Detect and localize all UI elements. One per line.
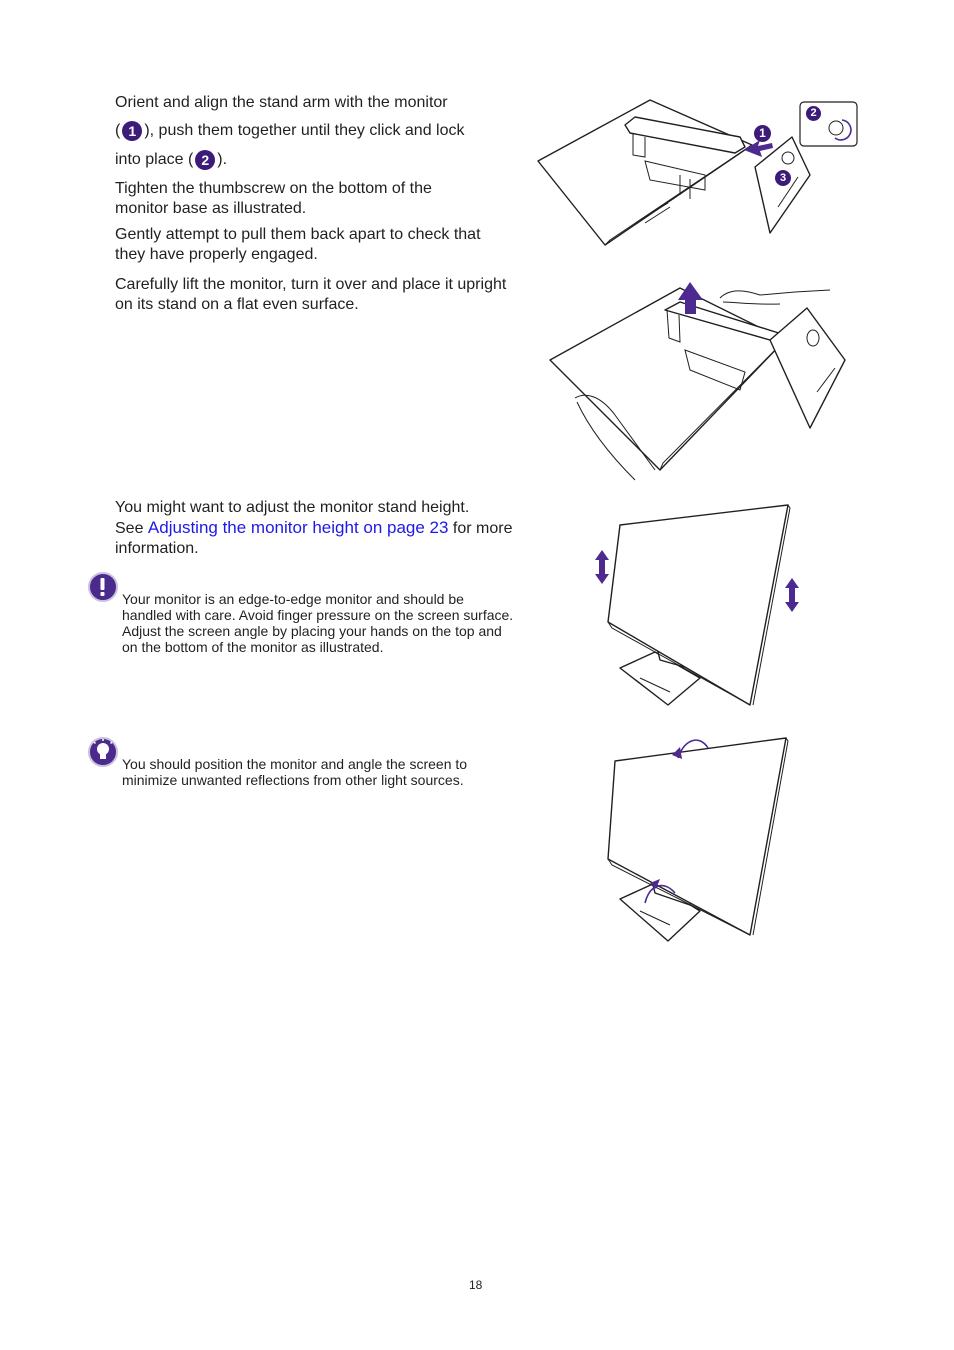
tip-note-text: You should position the monitor and angle the screen to minimize unwanted reflections from other light sources. <box>122 756 468 788</box>
lightbulb-icon <box>88 737 118 767</box>
step-pull: Gently attempt to pull them back apart to check that they have properly engaged. <box>115 226 481 263</box>
callout-1-badge: 1 <box>122 121 142 141</box>
callout-1-label: 1 <box>752 125 773 143</box>
figure-lift-monitor <box>545 280 855 485</box>
align-text-2: ), push them together until they click and lock <box>144 122 465 140</box>
step-tighten: Tighten the thumbscrew on the bottom of the monitor base as illustrated. <box>115 180 432 217</box>
figure-attach-stand <box>530 95 865 250</box>
step-align: Orient and align the stand arm with the monitor ( 1 ), push them together until they click and lock into place ( 2 ). <box>115 94 465 169</box>
callout-2-label: 2 <box>804 105 823 123</box>
figure-tilt-adjust <box>600 733 800 948</box>
caution-note-text: Your monitor is an edge-to-edge monitor and should be handled with care. Avoid finger pressure on the screen surface. Adjust the screen angle by placing your hands on the top and on the bottom of the monitor as illustrated. <box>122 591 514 655</box>
page-number: 18 <box>469 1278 483 1292</box>
callout-3-label: 3 <box>773 169 793 187</box>
figure-height-adjust <box>590 500 810 715</box>
step-lift: Carefully lift the monitor, turn it over and place it upright on its stand on a flat even surface. <box>115 276 507 313</box>
step-height: You might want to adjust the monitor stand height. See Adjusting the monitor height on page 23 for more information. <box>115 499 513 557</box>
height-link[interactable]: Adjusting the monitor height on page 23 <box>147 518 449 537</box>
callout-2-badge: 2 <box>195 150 215 170</box>
exclamation-icon <box>88 572 118 602</box>
align-text-1: Orient and align the stand arm with the monitor <box>115 94 448 111</box>
